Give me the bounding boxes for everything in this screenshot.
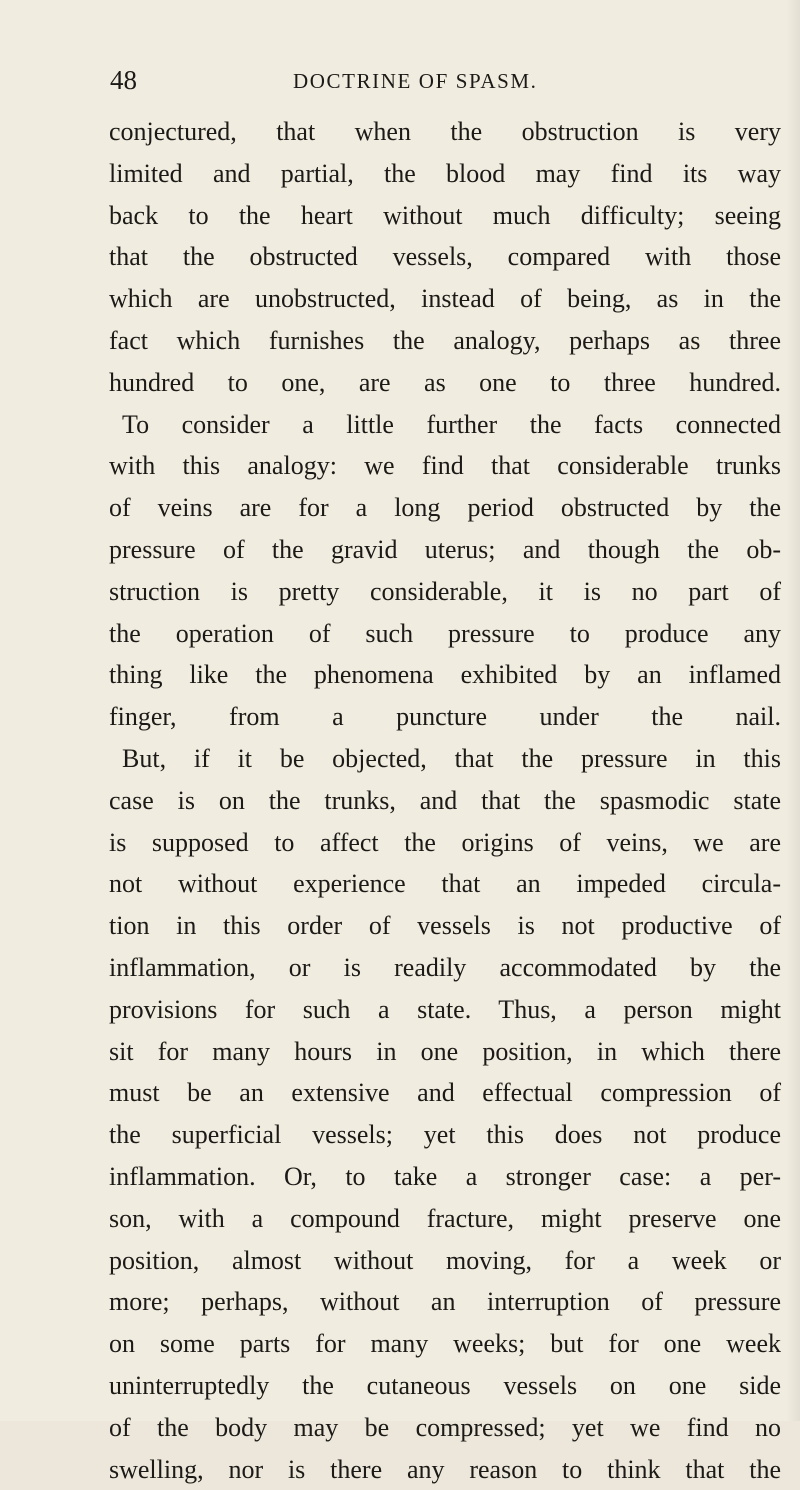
text-line: sit for many hours in one position, in which there bbox=[109, 1031, 781, 1073]
running-head: DOCTRINE OF SPASM. bbox=[293, 66, 538, 96]
text-line: that the obstructed vessels, compared with those bbox=[109, 236, 781, 278]
text-line: of the body may be compressed; yet we find no bbox=[109, 1407, 781, 1449]
text-line: the operation of such pressure to produce any bbox=[109, 613, 781, 655]
text-line: thing like the phenomena exhibited by an inflamed bbox=[109, 654, 781, 696]
text-line: back to the heart without much difficulty; seeing bbox=[109, 195, 781, 237]
text-line: with this analogy: we find that considerable trunks bbox=[109, 445, 781, 487]
text-line: on some parts for many weeks; but for one week bbox=[109, 1323, 781, 1365]
text-line: position, almost without moving, for a week or bbox=[109, 1240, 781, 1282]
text-line: fact which furnishes the analogy, perhaps as three bbox=[109, 320, 781, 362]
text-line: son, with a compound fracture, might preserve one bbox=[109, 1198, 781, 1240]
text-line: uninterruptedly the cutaneous vessels on one side bbox=[109, 1365, 781, 1407]
text-line: limited and partial, the blood may find its way bbox=[109, 153, 781, 195]
text-line: To consider a little further the facts connected bbox=[109, 404, 781, 446]
page-edge-shadow bbox=[786, 0, 800, 1421]
text-line: case is on the trunks, and that the spasmodic state bbox=[109, 780, 781, 822]
text-line: more; perhaps, without an interruption of pressure bbox=[109, 1281, 781, 1323]
text-line: But, if it be objected, that the pressure in this bbox=[109, 738, 781, 780]
text-line: which are unobstructed, instead of being, as in the bbox=[109, 278, 781, 320]
text-line: swelling, nor is there any reason to think that the bbox=[109, 1449, 781, 1490]
text-line: tion in this order of vessels is not productive of bbox=[109, 905, 781, 947]
text-line: conjectured, that when the obstruction is very bbox=[109, 111, 781, 153]
text-line: inflammation, or is readily accommodated by the bbox=[109, 947, 781, 989]
text-line: is supposed to affect the origins of veins, we are bbox=[109, 822, 781, 864]
text-line: finger, from a puncture under the nail. bbox=[109, 696, 781, 738]
text-line: of veins are for a long period obstructed by the bbox=[109, 487, 781, 529]
text-line: not without experience that an impeded circula- bbox=[109, 863, 781, 905]
text-line: pressure of the gravid uterus; and though the ob- bbox=[109, 529, 781, 571]
text-line: the superficial vessels; yet this does not produce bbox=[109, 1114, 781, 1156]
text-line: hundred to one, are as one to three hundred. bbox=[109, 362, 781, 404]
page-number: 48 bbox=[110, 63, 137, 97]
text-line: must be an extensive and effectual compression of bbox=[109, 1072, 781, 1114]
text-line: provisions for such a state. Thus, a person might bbox=[109, 989, 781, 1031]
page-header bbox=[0, 63, 800, 103]
text-line: inflammation. Or, to take a stronger case: a per- bbox=[109, 1156, 781, 1198]
body-text bbox=[109, 111, 781, 1490]
text-line: struction is pretty considerable, it is no part of bbox=[109, 571, 781, 613]
